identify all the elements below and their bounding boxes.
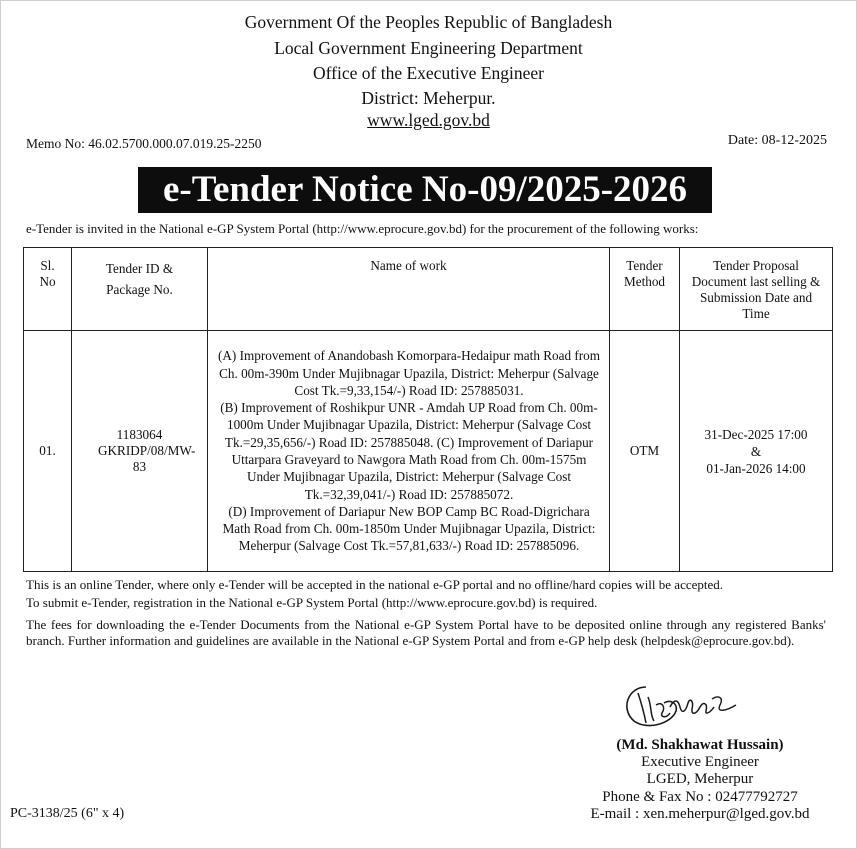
intro-text: e-Tender is invited in the National e-GP System Portal (http://www.eprocure.gov.bd) for the procurement of the following works:: [26, 221, 699, 236]
cell-tender-id: [72, 331, 208, 572]
col-header-sl: [24, 248, 72, 331]
signature-image: [608, 677, 748, 735]
dates-ampersand: &: [750, 443, 762, 459]
cell-name-of-work: [208, 331, 610, 572]
footer-print-code: PC-3138/25 (6" x 4): [10, 806, 125, 821]
cell-sl: 01.: [24, 331, 72, 572]
col-header-name-text: Name of work: [370, 258, 447, 273]
cell-dates: [680, 331, 833, 572]
header-office: Office of the Executive Engineer: [313, 63, 544, 83]
submission-date: 01-Jan-2026 14:00: [706, 460, 806, 476]
col-header-proposal-text: Tender Proposal Document last selling & Submission Date and Time: [691, 258, 821, 321]
signer-name: (Md. Shakhawat Hussain): [616, 737, 784, 753]
tender-table: [23, 247, 833, 572]
memo-number: Memo No: 46.02.5700.000.07.019.25-2250: [26, 136, 262, 151]
col-header-proposal: [680, 248, 833, 331]
col-header-tender-id: [72, 248, 208, 331]
selling-date: 31-Dec-2025 17:00: [704, 426, 808, 442]
header-government: Government Of the Peoples Republic of Bangladesh: [244, 12, 613, 32]
col-header-name-of-work: [208, 248, 610, 331]
work-item-a: (A) Improvement of Anandobash Komorpara-Hedaipur math Road from Ch. 00m-390m Under Mujibnagar Upazila, District: Meherpur (Salvage Cost Tk.=9,33,154/-) Road ID: 257885031.: [218, 348, 600, 398]
signer-email: E-mail : xen.meherpur@lged.gov.bd: [590, 806, 810, 822]
header-department: Local Government Engineering Department: [274, 38, 583, 58]
col-header-method: [610, 248, 680, 331]
note-online-tender: This is an online Tender, where only e-Tender will be accepted in the national e-GP portal and no offline/hard copies will be accepted.: [26, 577, 724, 592]
tender-id-value: 1183064: [116, 427, 163, 442]
package-number: GKRIDP/08/MW-83: [98, 443, 196, 474]
col-header-method-text: Tender Method: [623, 258, 666, 289]
col-header-sl-text: Sl. No: [39, 258, 56, 289]
signer-phone: Phone & Fax No : 02477792727: [602, 789, 798, 805]
notice-title-banner: e-Tender Notice No-09/2025-2026: [138, 167, 712, 213]
signer-office: LGED, Meherpur: [646, 771, 754, 787]
header-district: District: Meherpur.: [361, 88, 496, 108]
note-registration: To submit e-Tender, registration in the National e-GP System Portal (http://www.eprocure.gov.bd) is required.: [26, 595, 598, 610]
cell-method: OTM: [610, 331, 680, 572]
work-item-b-c: (B) Improvement of Roshikpur UNR - Amdah UP Road from Ch. 00m-1000m Under Mujibnagar Upazila, District: Meherpur (Salvage Cost Tk.=29,35,656/-) Road ID: 257885048. (C) Improvement of Dariapur Uttarpara Graveyard to Nawgora Math Road from Ch. 00m-1575m Under Mujibnagar Upazila, District: Meherpur (Salvage Cost Tk.=32,39,041/-) Road ID: 257885072.: [220, 400, 598, 502]
notice-date: Date: 08-12-2025: [727, 133, 827, 148]
table-header-row: [24, 248, 833, 331]
signer-designation: Executive Engineer: [641, 754, 759, 770]
note-fees: The fees for downloading the e-Tender Documents from the National e-GP System Portal have to be deposited online through any registered Banks' branch. Further information and guidelines are available in the National e-GP System Portal and from e-GP help desk (helpdesk@eprocure.gov.bd).: [26, 617, 826, 648]
table-row: [24, 331, 833, 572]
header-website-link[interactable]: www.lged.gov.bd: [367, 110, 490, 130]
work-item-d: (D) Improvement of Dariapur New BOP Camp BC Road-Digrichara Math Road from Ch. 00m-1850m Under Mujibnagar Upazila, District: Meherpur (Salvage Cost Tk.=57,81,633/-) Road ID: 257885096.: [222, 503, 596, 554]
col-header-tender-id-text: Tender ID & Package No.: [105, 261, 174, 297]
